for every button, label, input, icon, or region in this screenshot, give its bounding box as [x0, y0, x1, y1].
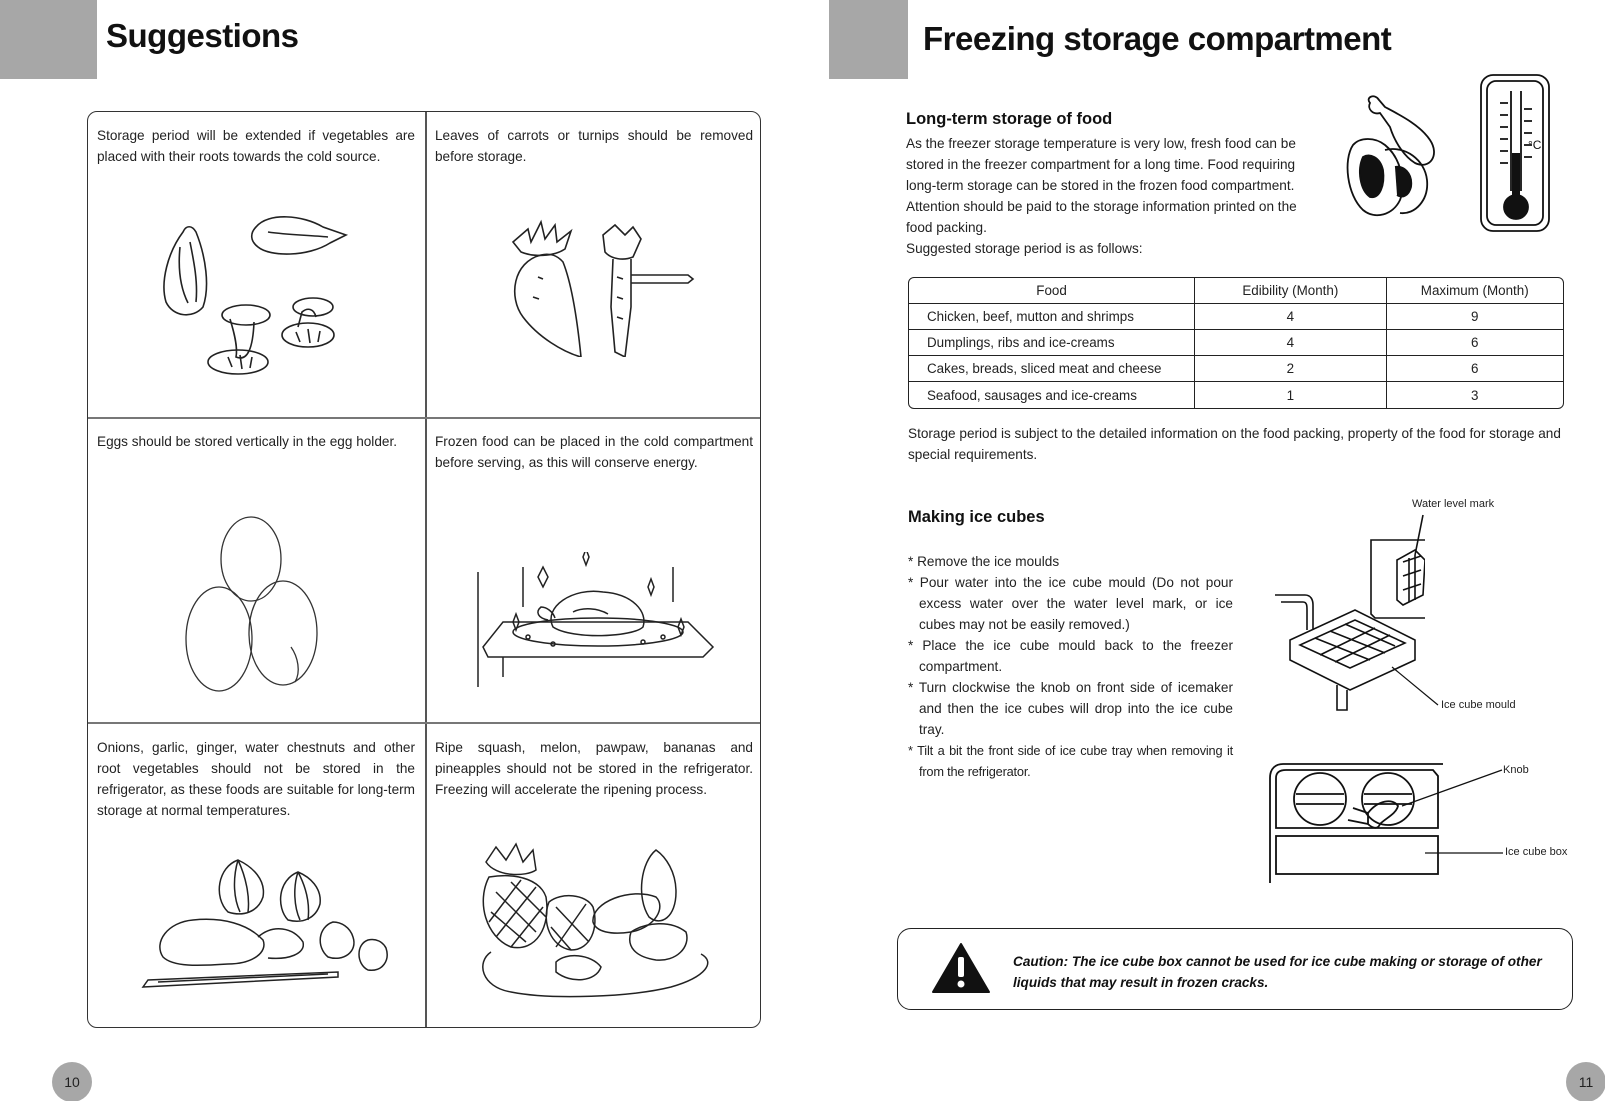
suggestion-text: Storage period will be extended if vegetables are placed with their roots towards the cold source.: [97, 128, 415, 164]
ice-mould-leader: [1390, 665, 1440, 710]
table-cell: 2: [1195, 356, 1386, 382]
table-cell: Cakes, breads, sliced meat and cheese: [909, 356, 1195, 382]
heading-long-term-storage: Long-term storage of food: [906, 110, 1113, 128]
ice-cube-box-leader: [1425, 850, 1505, 856]
suggestion-cell-eggs: [97, 431, 415, 452]
table-cell: 6: [1387, 330, 1564, 356]
table-header: Food: [909, 278, 1195, 304]
suggestion-text: Leaves of carrots or turnips should be removed before storage.: [435, 128, 753, 164]
table-header-row: [909, 278, 1563, 304]
thermometer-illustration: [1478, 73, 1556, 235]
table-row: [909, 382, 1563, 408]
vegetables-mushrooms-illustration: [158, 207, 358, 377]
table-cell: 4: [1195, 304, 1386, 330]
ice-step: * Remove the ice moulds: [908, 554, 1060, 569]
eggs-illustration: [183, 507, 328, 697]
label-ice-cube-box: Ice cube box: [1505, 846, 1568, 858]
label-knob: Knob: [1503, 764, 1529, 776]
ice-step: * Tilt a bit the front side of ice cube tray when removing it from the refrigerator.: [908, 743, 1233, 779]
table-cell: Seafood, sausages and ice-creams: [909, 382, 1195, 408]
fruits-illustration: [471, 842, 716, 1002]
suggestion-cell-fruits: [435, 737, 753, 800]
suggestion-text: Onions, garlic, ginger, water chestnuts and other root vegetables should not be stored in the refrigerator, as these foods are suitable for long-term storage at normal temperatures.: [97, 740, 415, 818]
left-title-tab: [0, 0, 97, 79]
frozen-chicken-tray-illustration: [473, 552, 718, 697]
table-cell: 1: [1195, 382, 1386, 408]
intro-line: As the freezer storage temperature is very low, fresh food can be: [906, 136, 1296, 151]
suggestion-text: Frozen food can be placed in the cold compartment before serving, as this will conserve energy.: [435, 434, 753, 470]
ice-step: * Place the ice cube mould back to the freezer compartment.: [908, 638, 1233, 674]
onions-garlic-ginger-illustration: [138, 852, 393, 997]
suggestion-text: Eggs should be stored vertically in the egg holder.: [97, 434, 398, 449]
caution-text: Caution: The ice cube box cannot be used for ice cube making or storage of other liquids that may result in frozen cracks.: [1013, 954, 1542, 990]
table-cell: 3: [1471, 387, 1479, 403]
label-water-level-mark: Water level mark: [1412, 498, 1495, 510]
ice-cube-steps: [908, 551, 1233, 782]
right-title-tab: [829, 0, 908, 79]
table-row: [909, 356, 1563, 382]
intro-line: long-term storage can be stored in the frozen food compartment.: [906, 178, 1295, 193]
intro-line: Attention should be paid to the storage information printed on the: [906, 199, 1297, 214]
ice-step: * Turn clockwise the knob on front side of icemaker and then the ice cubes will drop into the ice cube tray.: [908, 680, 1233, 737]
suggestion-cell-leaves: [435, 125, 753, 167]
ice-step: * Pour water into the ice cube mould (Do not pour excess water over the water level mark, or ice cubes may not be easily removed.): [908, 575, 1233, 632]
table-cell: 4: [1195, 330, 1386, 356]
table-header: Edibility (Month): [1195, 278, 1386, 304]
storage-period-table: [908, 277, 1564, 409]
page-title-suggestions: Suggestions: [106, 17, 299, 54]
table-row: [909, 330, 1563, 356]
table-cell: Chicken, beef, mutton and shrimps: [909, 304, 1195, 330]
table-row: [909, 304, 1563, 330]
table-cell: Dumplings, ribs and ice-creams: [909, 330, 1195, 356]
table-cell: 9: [1387, 304, 1564, 330]
grid-divider-row1: [88, 417, 760, 419]
knob-leader: [1400, 768, 1505, 808]
long-term-storage-text: [906, 133, 1321, 259]
suggestion-cell-root-vegetables: [97, 737, 415, 821]
table-cell: 6: [1387, 356, 1564, 382]
suggestions-grid: [87, 111, 761, 1028]
intro-line: food packing.: [906, 220, 987, 235]
table-header: Maximum (Month): [1387, 278, 1564, 304]
warning-icon: [931, 942, 991, 994]
heading-making-ice-cubes: Making ice cubes: [908, 508, 1045, 526]
thermometer-unit-label: °C: [1528, 138, 1542, 152]
intro-line: stored in the freezer compartment for a long time. Food requiring: [906, 157, 1296, 172]
grid-divider-row2: [88, 722, 760, 724]
storage-period-note: Storage period is subject to the detailed information on the food packing, property of the food for storage and special requirements.: [908, 426, 1561, 462]
page-number-left: 10: [52, 1062, 92, 1101]
label-ice-cube-mould: Ice cube mould: [1441, 699, 1516, 711]
caution-box: [897, 928, 1573, 1010]
page-number-right: 11: [1566, 1062, 1605, 1101]
meat-drumstick-illustration: [1345, 95, 1460, 225]
page-title-freezing: Freezing storage compartment: [923, 20, 1392, 57]
suggestion-cell-frozen-food: [435, 431, 753, 473]
intro-line: Suggested storage period is as follows:: [906, 241, 1143, 256]
turnip-carrot-illustration: [493, 217, 703, 357]
suggestion-cell-roots: [97, 125, 415, 167]
suggestion-text: Ripe squash, melon, pawpaw, bananas and pineapples should not be stored in the refrigerator. Freezing will accelerate the ripening process.: [435, 740, 753, 797]
grid-divider-vertical: [425, 112, 427, 1027]
